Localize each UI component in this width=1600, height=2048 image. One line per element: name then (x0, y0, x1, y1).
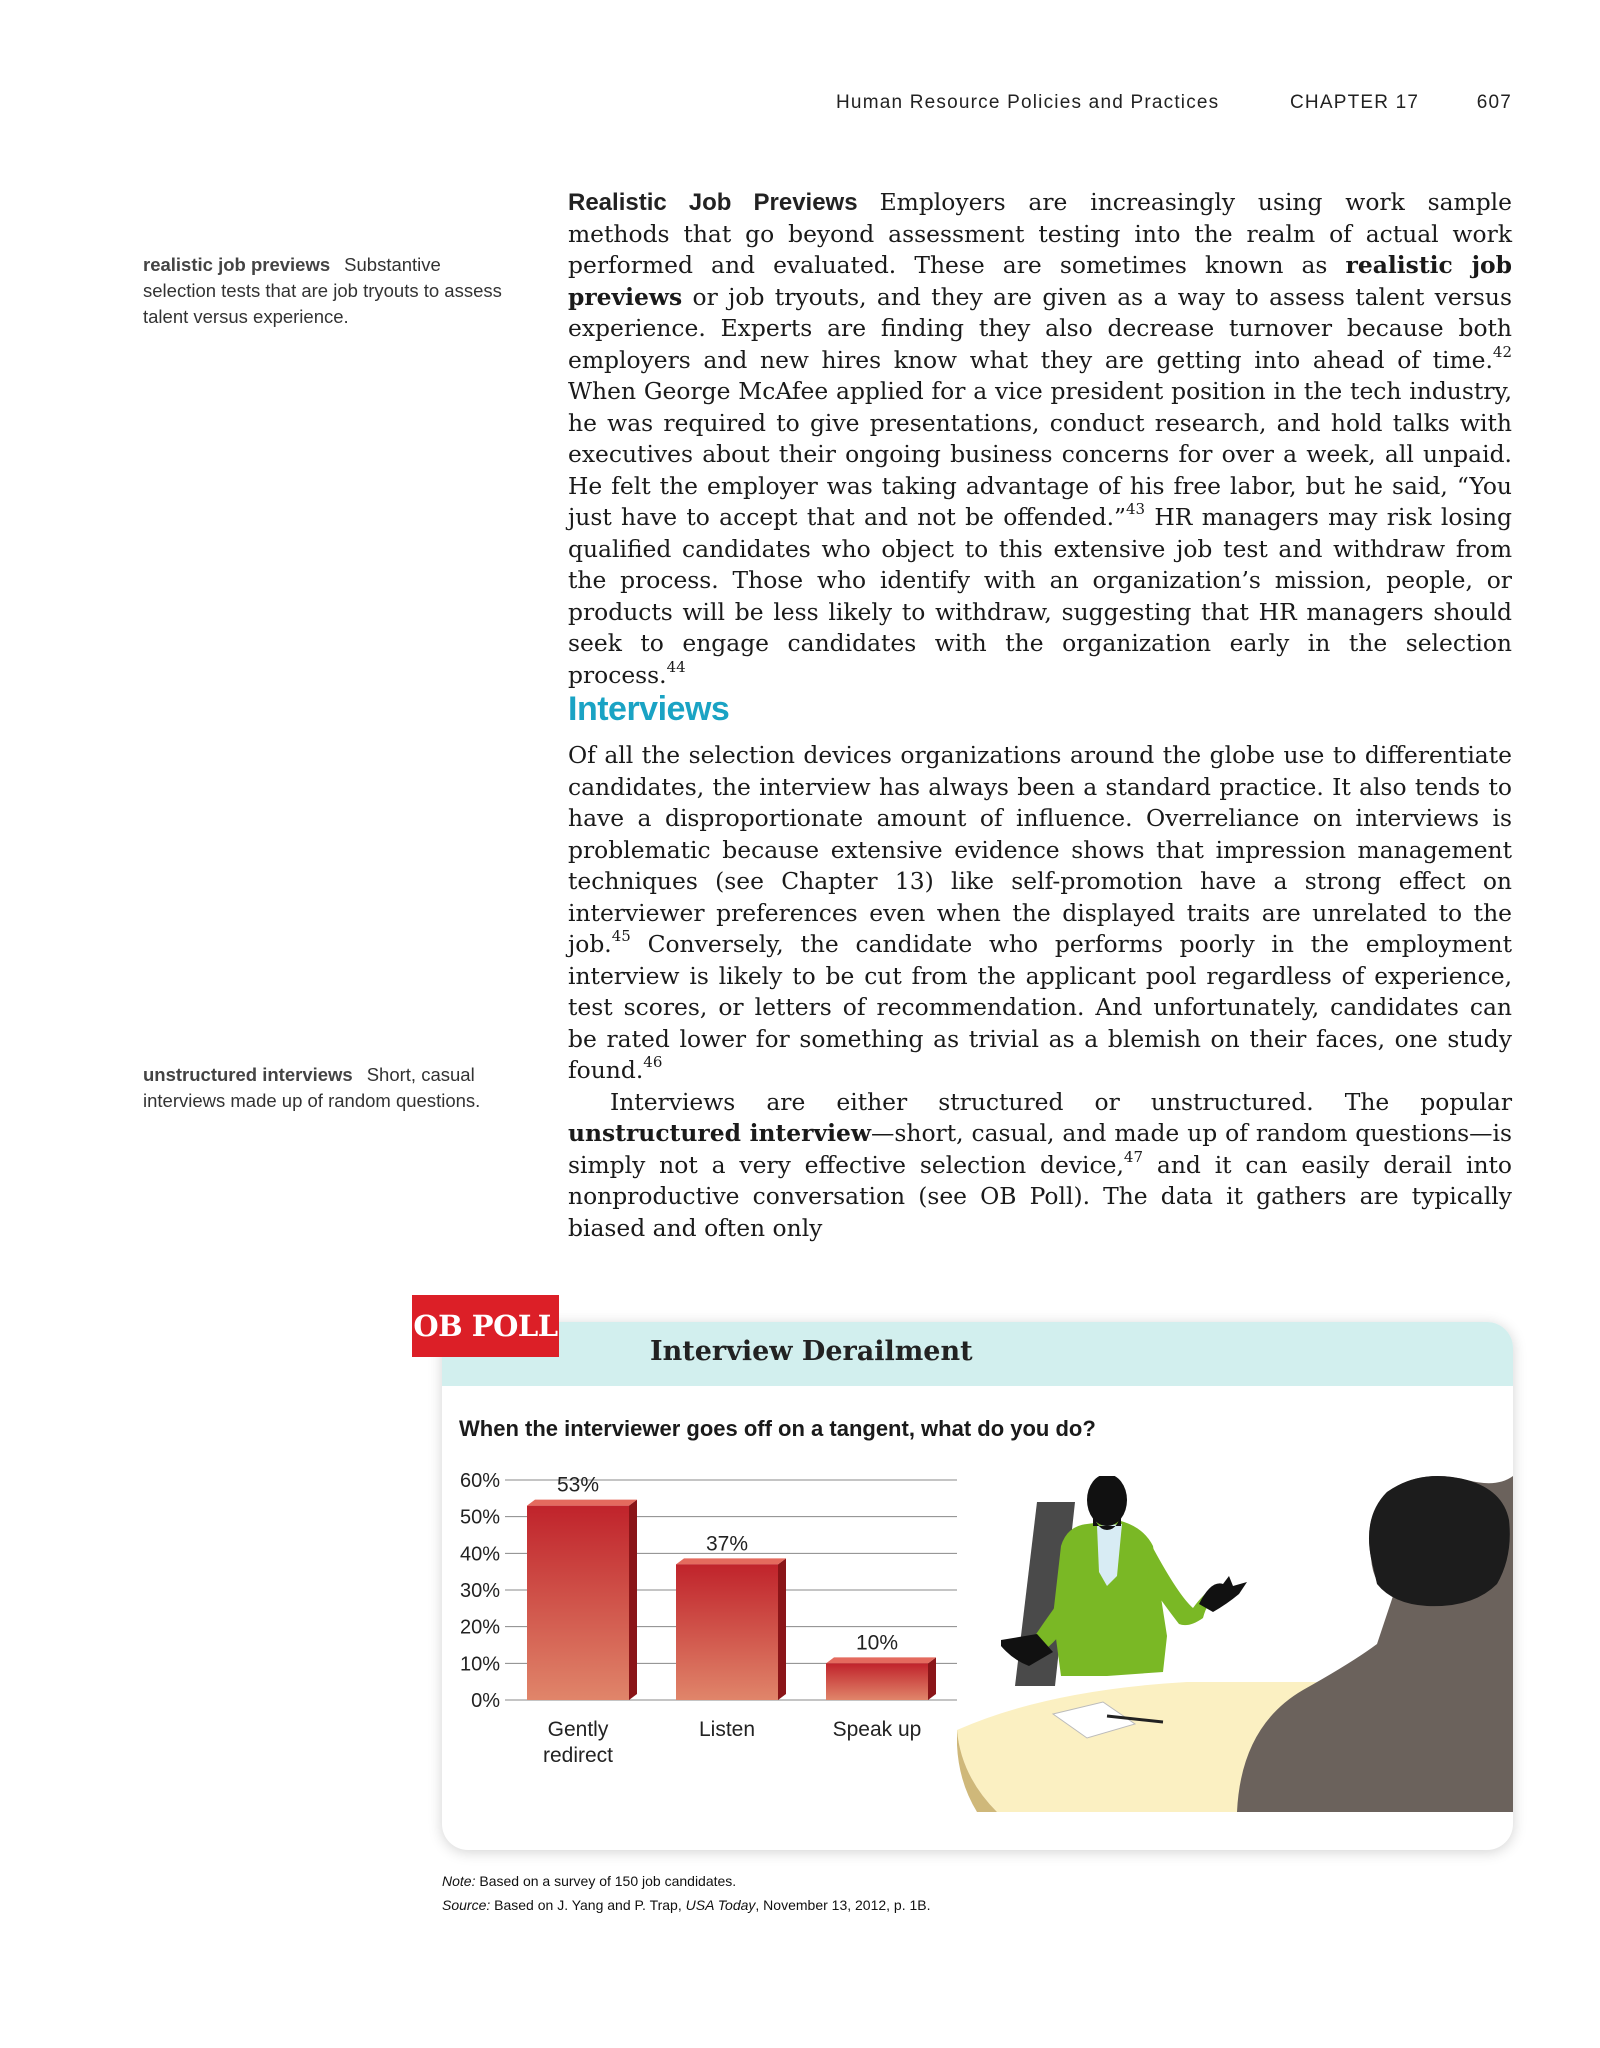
running-head (836, 92, 1512, 116)
glossary-definition: Short, casual interviews made up of random questions. (143, 1064, 481, 1111)
text-run: HR managers may risk losing qualified candidates who object to this extensive job test and withdraw from the process. Those who identify with an organization’s mission, people, or products will be less likely to withdraw, suggesting that HR managers should seek to engage candidates with the organization early in the selection process. (568, 503, 1512, 689)
data-label: 37% (705, 1532, 749, 1556)
text-run: and it can easily derail into nonproductive conversation (see OB Poll). The data it gathers are typically biased and often only (568, 1150, 1512, 1242)
y-tick-label: 20% (459, 1616, 500, 1639)
y-tick-label: 0% (471, 1690, 500, 1712)
candidate-head (1369, 1476, 1510, 1606)
bar-top (826, 1657, 936, 1663)
footnote-ref: 43 (1125, 500, 1146, 519)
y-tick-label: 30% (459, 1580, 500, 1602)
text-run: Of all the selection devices organizations around the globe use to differentiate candidates, the interview has always been a standard practice. It also tends to have a disproportionate amount of influence. Overreliance on interviews is problematic because extensive evidence shows that impression management techniques (see Chapter 13) like self-promotion have a strong effect on interviewer preferences even when the displayed traits are unrelated to the job. (568, 741, 1512, 958)
footnote-ref: 47 (1123, 1147, 1144, 1166)
y-tick-label: 10% (459, 1653, 500, 1676)
paragraph (568, 740, 1512, 1087)
y-tick-label: 50% (459, 1506, 500, 1529)
text-run: When George McAfee applied for a vice president position in the tech industry, he was required to give presentations, conduct research, and hold talks with executives about their ongoing business concerns for over a week, all unpaid. He felt the employer was taking advantage of his free labor, but he said, “You just have to accept that and not be offended.” (568, 377, 1512, 531)
glossary-definition: Substantive selection tests that are job tryouts to assess talent versus experience. (143, 254, 502, 327)
bar (676, 1564, 778, 1700)
poll-note (442, 1869, 931, 1893)
source-text: , November 13, 2012, p. 1B. (755, 1897, 931, 1913)
category-label: Gently (547, 1718, 609, 1741)
y-tick-label: 40% (459, 1543, 500, 1566)
glossary-term: unstructured interviews (143, 1064, 353, 1085)
bar (826, 1663, 928, 1700)
poll-question: When the interviewer goes off on a tangent, what do you do? (459, 1416, 1096, 1441)
bar-top (527, 1500, 637, 1506)
page-number: 607 (1476, 92, 1512, 113)
data-label: 10% (855, 1631, 899, 1655)
bar-side (778, 1558, 786, 1700)
section-interviews (568, 740, 1512, 1244)
note-text: Based on a survey of 150 job candidates. (475, 1873, 737, 1889)
chapter-label: CHAPTER 17 (1290, 92, 1420, 113)
margin-note-realistic-job-previews (143, 252, 513, 330)
category-label: Listen (698, 1718, 756, 1741)
running-head-title: Human Resource Policies and Practices (836, 92, 1220, 113)
text-run: or job tryouts, and they are given as a way to assess talent versus experience. Experts are finding they also decrease turnover because both employers and new hires know what they are getting into ahead of time. (568, 282, 1512, 374)
key-term: unstructured interview (568, 1119, 871, 1147)
ob-poll-badge: OB POLL (412, 1295, 559, 1357)
key-term: realistic job previews (568, 251, 1513, 311)
paragraph (568, 1087, 1512, 1245)
text-run: —short, casual, and made up of random questions—is simply not a very effective selection device, (568, 1119, 1513, 1179)
bar-side (928, 1657, 936, 1700)
interview-illustration (957, 1476, 1513, 1812)
raised-hand (1199, 1576, 1247, 1612)
category-label: redirect (542, 1744, 614, 1767)
data-label: 53% (556, 1473, 600, 1497)
footnote-ref: 42 (1492, 342, 1512, 361)
text-run: Interviews are either structured or unstructured. The popular (610, 1087, 1512, 1116)
bar-chart (442, 1322, 962, 1850)
source-label: Source: (442, 1897, 491, 1913)
run-in-heading: Realistic Job Previews (568, 189, 858, 216)
poll-notes (442, 1869, 931, 1917)
text-run: Conversely, the candidate who performs poorly in the employment interview is likely to be cut from the applicant pool regardless of experience, test scores, or letters of recommendation. And unfortunately, candidates can be rated lower for something as trivial as a blemish on their faces, one study found. (568, 930, 1512, 1084)
ob-poll-panel (442, 1322, 1513, 1850)
y-tick-label: 60% (459, 1470, 500, 1492)
paragraph (568, 187, 1512, 691)
footnote-ref: 46 (643, 1053, 663, 1072)
section-realistic-job-previews (568, 187, 1512, 691)
footnote-ref: 45 (611, 927, 631, 946)
note-label: Note: (442, 1873, 476, 1889)
source-text: Based on J. Yang and P. Trap, (490, 1897, 686, 1913)
bar (527, 1506, 629, 1700)
poll-source (442, 1893, 931, 1917)
section-heading: Interviews (568, 690, 730, 728)
text-run: Employers are increasingly using work sample methods that go beyond assessment testing into the realm of actual work performed and evaluated. These are sometimes known as (568, 188, 1513, 279)
footnote-ref: 44 (666, 657, 686, 676)
glossary-term: realistic job previews (143, 254, 331, 275)
source-publication: USA Today (685, 1897, 756, 1913)
margin-note-unstructured-interviews (143, 1062, 513, 1114)
category-label: Speak up (832, 1718, 922, 1741)
poll-title: Interview Derailment (650, 1336, 973, 1367)
bar-side (629, 1500, 637, 1700)
bar-top (676, 1558, 786, 1564)
